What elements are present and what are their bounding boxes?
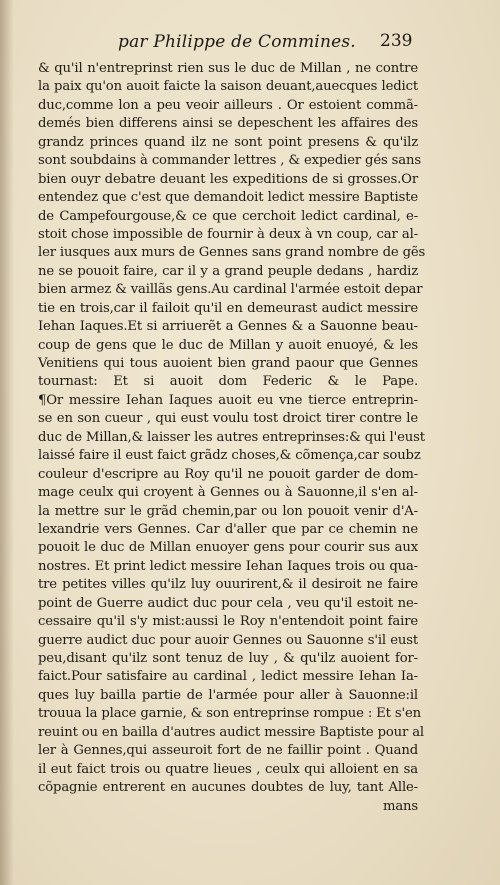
text-line: guerre audict duc pour auoir Gennes ou Sauonne s'il eust [38,632,418,648]
text-line: de Campefourgouse,& ce que cerchoit ledict cardinal, e- [38,208,418,224]
text-line: faict.Pour satisfaire au cardinal , ledict messire Iehan Ia- [38,669,418,685]
text-line: duc de Millan,& laisser les autres entreprinses:& qui l'eust [38,429,425,445]
text-line: ne se pouoit faire, car il y a grand peuple dedans , hardiz [38,263,418,279]
text-line: demés bien differens ainsi se depeschent les affaires des [38,116,418,132]
text-line: cõpagnie entrerent en aucunes doubtes de luy, tant Alle- [38,780,418,796]
text-line: ques luy bailla partie de l'armée pour aller à Sauonne:il [38,687,418,703]
text-line: mans [382,798,418,814]
text-line: stoit chose impossible de fournir à deux à vn coup, car al- [38,226,418,242]
text-line: ¶Or messire Iehan Iaques auoit eu vne tierce entreprin- [38,392,418,408]
text-line: grandz princes quand ilz ne sont point presens & qu'ilz [38,134,418,150]
text-line: ler à Gennes,qui asseuroit fort de ne faillir point . Quand [38,743,418,759]
text-line: trouua la place garnie, & son entreprinse rompue : Et s'en [38,706,421,722]
text-line: reuint ou en bailla d'autres audict messire Baptiste pour al [38,724,425,740]
page-header [118,32,418,54]
text-line: ler iusques aux murs de Gennes sans grand nombre de gẽs [38,245,426,261]
text-line: la paix qu'on auoit faicte la saison deuant,auecques ledict [38,79,418,95]
text-line: bien armez & vaillãs gens.Au cardinal l'armée estoit depar [38,282,423,298]
running-head: par Philippe de Commines. [118,32,356,52]
text-line: duc,comme lon a peu veoir ailleurs . Or estoient commã- [38,97,418,113]
text-line: tie en trois,car il failoit qu'il en demeurast audict messire [38,300,418,316]
text-line: Venitiens qui tous auoient bien grand paour que Gennes [38,356,418,371]
text-line: peu,disant qu'ilz sont tenuz de luy , & qu'ilz auoient for- [38,651,418,666]
text-line: la mettre sur le grãd chemin,par ou lon pouoit venir d'A- [38,503,418,519]
text-line: tre petites villes qu'ilz luy ouurirent,& il desiroit ne faire [38,577,418,593]
text-line: point de Guerre audict duc pour cela , veu qu'il estoit ne- [38,595,418,611]
text-line: cessaire qu'il s'y mist:aussi le Roy n'entendoit point faire [38,614,418,630]
text-line: coup de gens que le duc de Millan y auoit enuoyé, & les [38,337,418,353]
text-line: nostres. Et print ledict messire Iehan Iaques trois ou qua- [38,558,418,574]
text-line: tournast: Et si auoit dom Federic & le Pape. [38,374,418,390]
text-line: entendez que c'est que demandoit ledict messire Baptiste [38,190,418,206]
body-text [38,60,426,816]
text-line: laissé faire il eust faict grãdz choses,& cõmença,car soubz [38,448,421,464]
text-line: Iehan Iaques.Et si arriuerẽt a Gennes & a Sauonne beau- [38,319,418,335]
text-line: se en son cueur , qui eust voulu tost droict tirer contre le [38,411,418,427]
text-line: bien ouyr debatre deuant les expeditions de si grosses.Or [38,171,418,187]
text-line: il eut faict trois ou quatre lieues , ceulx qui alloient en sa [38,761,418,777]
text-line: sont soubdains à commander lettres , & expedier gés sans [38,153,421,169]
text-line: pouoit le duc de Millan enuoyer gens pour courir sus aux [38,540,418,556]
text-line: couleur d'escripre au Roy qu'il ne pouoit garder de dom- [38,466,418,482]
text-line: & qu'il n'entreprinst rien sus le duc de Millan , ne contre [38,61,418,76]
text-line: mage ceulx qui croyent à Gennes ou à Sauonne,il s'en al- [38,485,418,501]
text-line: lexandrie vers Gennes. Car d'aller que par ce chemin ne [38,521,418,537]
spine-shadow [0,0,14,885]
page-number: 239 [380,31,413,51]
